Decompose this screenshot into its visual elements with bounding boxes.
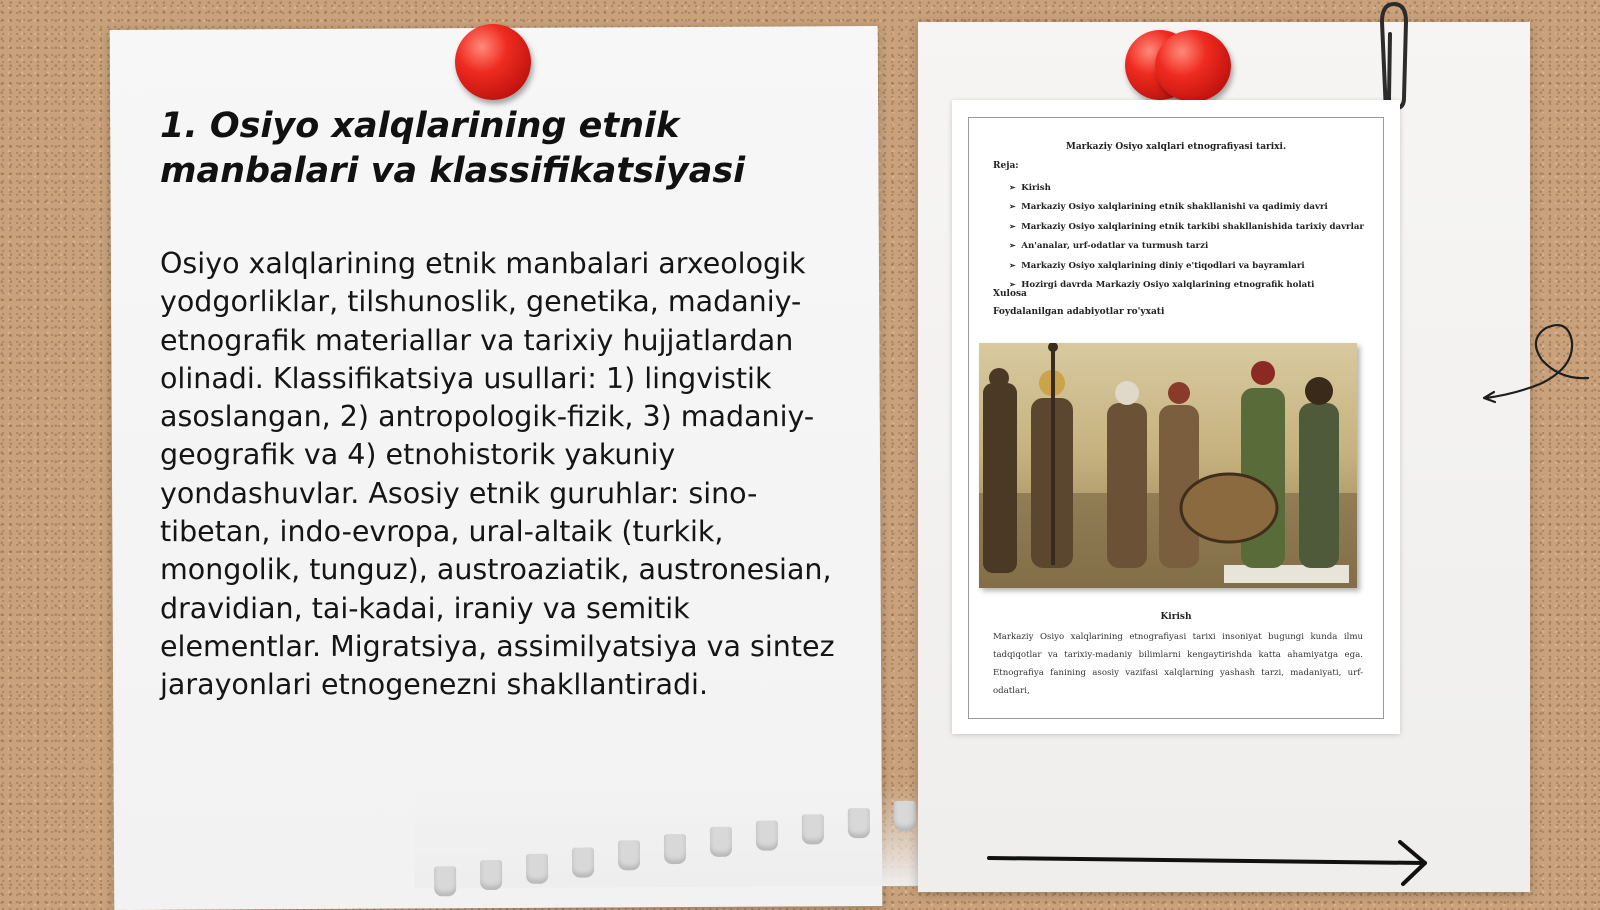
- tear-hole: [480, 860, 502, 890]
- document-plan-list: [1009, 178, 1364, 294]
- tear-hole: [572, 847, 594, 877]
- tear-hole: [802, 814, 824, 844]
- tear-hole: [710, 827, 732, 857]
- historical-photo-illustration: [979, 343, 1357, 588]
- slide-title: 1. Osiyo xalqlarining etnik manbalari va klassifikatsiyasi: [160, 106, 746, 191]
- push-pin-icon: [455, 24, 531, 100]
- tear-hole: [434, 866, 456, 896]
- tear-hole: [526, 854, 548, 884]
- right-arrow-icon: [985, 838, 1445, 888]
- document-title: Markaziy Osiyo xalqlari etnografiyasi tarixi.: [1065, 142, 1287, 152]
- plan-item: ➢ Hozirgi davrda Markaziy Osiyo xalqlarining etnografik holati: [1009, 275, 1364, 294]
- plan-item: ➢ An'analar, urf-odatlar va turmush tarzi: [1009, 236, 1364, 255]
- swirl-arrow-icon: [1480, 310, 1590, 410]
- plan-item: ➢ Markaziy Osiyo xalqlarining etnik tarkibi shakllanishida tarixiy davrlar: [1009, 217, 1364, 236]
- body-text: Osiyo xalqlarining etnik manbalari arxeologik yodgorliklar, tilshunoslik, genetika, madaniy-etnografik materiallar va tarixiy hujjatlardan olinadi. Klassifikatsiya usullari: 1) lingvistik asoslangan, 2) antropologik-fizik, 3) madaniy-geografik va 4) etnohistorik yakuniy yondashuvlar. Asosiy etnik guruhlar: sino-tibetan, indo-evropa, ural-altaik (turkik, mongolik, tunguz), austroaziatik, austronesian, dravidian, tai-kadai, iraniy va semitik elementlar. Migratsiya, assimilyatsiya va sintez jarayonlari etnogenezni shakllantiradi.: [160, 247, 835, 702]
- tear-hole: [894, 801, 916, 831]
- document-page: [968, 117, 1384, 719]
- tear-hole: [664, 834, 686, 864]
- plan-item: ➢ Markaziy Osiyo xalqlarining etnik shakllanishi va qadimiy davri: [1009, 197, 1364, 216]
- document-photo: [979, 343, 1357, 588]
- tear-hole: [848, 808, 870, 838]
- tear-hole: [618, 840, 640, 870]
- document-intro-text: Markaziy Osiyo xalqlarining etnografiyasi tarixi insoniyat bugungi kunda ilmu tadqiqotlar va tarixiy-madaniy bilimlarni kengaytirishda katta ahamiyatga ega. Etnografiya fanining asosiy vazifasi xalqlarning yashash tarzi, madaniyati, urf-odatlari,: [993, 632, 1363, 696]
- plan-item: ➢ Kirish: [1009, 178, 1364, 197]
- plan-item: ➢ Markaziy Osiyo xalqlarining diniy e'tiqodlari va bayramlari: [1009, 256, 1364, 275]
- push-pin-icon: [1155, 30, 1231, 102]
- document-intro-heading: Kirish: [1160, 612, 1192, 622]
- document-references-label: Foydalanilgan adabiyotlar ro'yxati: [993, 307, 1165, 317]
- document-plan-label: Reja:: [993, 161, 1019, 171]
- document-conclusion-label: Xulosa: [993, 289, 1027, 299]
- tear-hole: [756, 821, 778, 851]
- torn-edge: [414, 786, 975, 889]
